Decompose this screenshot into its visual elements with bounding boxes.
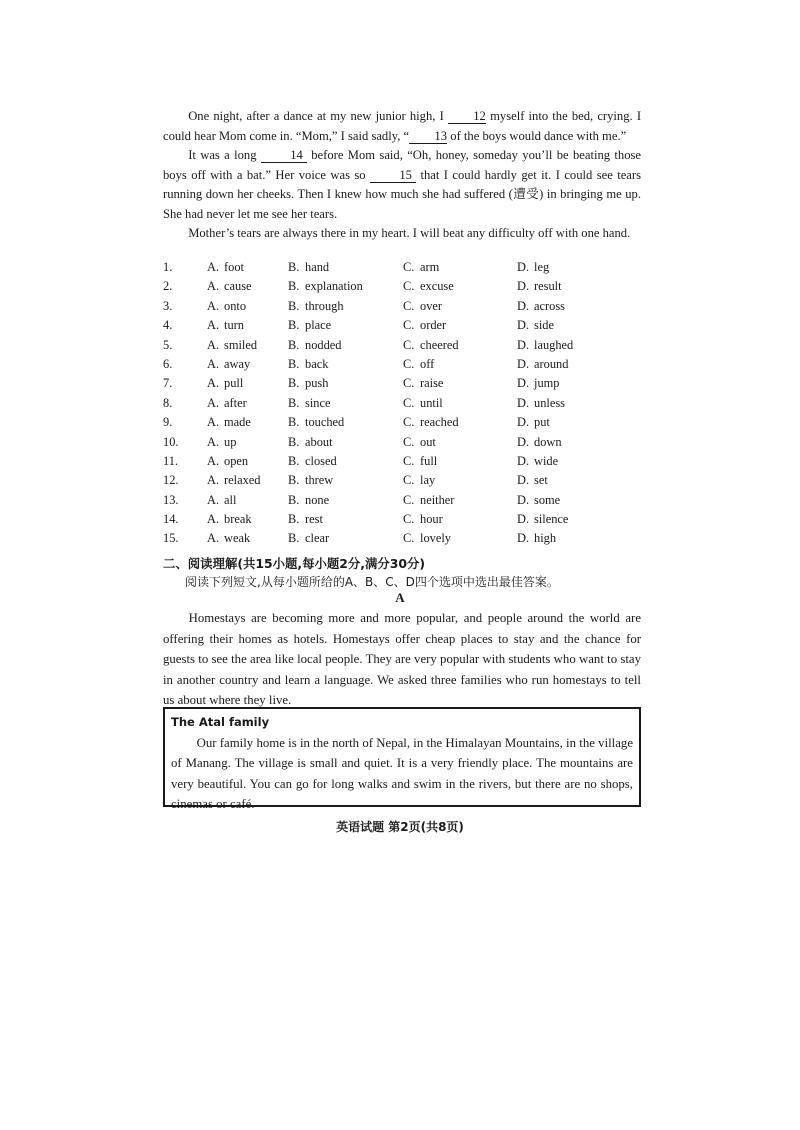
option-c [403,357,434,372]
question-number: 3. [163,298,173,313]
option-letter: C. [403,298,415,313]
option-d [517,493,560,508]
option-letter: B. [288,453,300,468]
option-text: since [305,395,331,410]
question-number: 14. [163,512,179,527]
option-text: across [534,298,565,313]
option-row [163,473,641,492]
option-a [207,531,250,546]
option-letter: D. [517,356,530,371]
option-d [517,260,549,275]
option-c [403,260,439,275]
blank-15: 15 [370,168,416,183]
option-b [288,493,329,508]
option-a [207,260,244,275]
option-row [163,512,641,531]
option-c [403,473,435,488]
option-b [288,318,331,333]
option-letter: C. [403,434,415,449]
option-b [288,473,333,488]
option-letter: D. [517,473,530,488]
option-letter: B. [288,415,300,430]
question-number: 1. [163,260,173,274]
option-text: pull [224,376,244,391]
option-letter: D. [517,453,530,468]
option-text: raise [420,376,444,391]
option-d [517,454,558,469]
option-c [403,279,454,294]
option-letter: C. [403,376,415,391]
option-letter: D. [517,318,530,333]
blank-14: 14 [261,148,307,163]
option-letter: A. [207,415,220,430]
question-number: 8. [163,395,173,410]
option-letter: B. [288,492,300,507]
option-letter: A. [207,512,220,527]
option-text: made [224,415,251,430]
section-title: 二、阅读理解(共15小题,每小题2分,满分30分) [163,556,426,571]
option-row [163,454,641,473]
option-text: reached [420,415,459,430]
section-instructions: 阅读下列短文,从每小题所给的A、B、C、D四个选项中选出最佳答案。 [185,575,559,589]
option-letter: A. [207,260,220,274]
option-text: full [420,453,438,468]
option-row [163,376,641,395]
option-letter: A. [207,356,220,371]
option-c [403,299,442,314]
reading-intro: Homestays are becoming more and more popular, and people around the world are offering their homes as hotels. Homestays offer cheap places to stay and the chance for guests to see the area like local people. They are very popular with students who want to stay in another country and learn a language. We asked three families who run homestays to tell us about where they live. [163,611,641,707]
option-letter: C. [403,492,415,507]
option-text: place [305,318,332,333]
option-a [207,338,257,353]
option-text: put [534,415,550,430]
option-text: all [224,492,237,507]
option-letter: B. [288,473,300,488]
question-number: 12. [163,473,179,488]
option-b [288,279,363,294]
option-text: weak [224,531,251,546]
option-c [403,531,451,546]
option-letter: A. [207,473,220,488]
option-letter: B. [288,279,300,294]
option-text: turn [224,318,244,333]
option-row [163,396,641,415]
option-letter: B. [288,434,300,449]
option-text: lay [420,473,436,488]
option-d [517,396,565,411]
option-text: rest [305,512,323,527]
option-a [207,512,252,527]
option-d [517,357,568,372]
option-a [207,357,250,372]
option-letter: A. [207,279,220,294]
option-row [163,299,641,318]
option-text: open [224,453,249,468]
option-letter: D. [517,298,530,313]
option-text: down [534,434,562,449]
option-letter: C. [403,531,415,546]
option-letter: B. [288,531,300,546]
option-b [288,299,344,314]
option-c [403,454,437,469]
option-a [207,299,246,314]
option-c [403,415,459,430]
option-text: foot [224,260,244,274]
option-letter: B. [288,356,300,371]
option-d [517,512,568,527]
option-letter: A. [207,318,220,333]
option-text: wide [534,453,559,468]
option-letter: D. [517,337,530,352]
blank-13: 13 [409,129,447,144]
option-letter: A. [207,376,220,391]
option-row [163,415,641,434]
option-text: high [534,531,557,546]
option-text: until [420,395,443,410]
option-text: away [224,356,251,371]
family-box [163,707,641,811]
option-b [288,396,330,411]
option-letter: D. [517,279,530,294]
option-text: cheered [420,337,459,352]
option-row [163,357,641,376]
option-letter: D. [517,376,530,391]
box-title: The Atal family [171,715,270,729]
option-a [207,473,260,488]
option-text: over [420,298,443,313]
option-row [163,260,641,279]
option-letter: D. [517,512,530,527]
option-text: touched [305,415,345,430]
option-letter: A. [207,298,220,313]
option-letter: A. [207,453,220,468]
option-d [517,415,550,430]
question-number: 15. [163,531,179,546]
option-letter: A. [207,531,220,546]
option-row [163,318,641,337]
option-a [207,279,252,294]
option-row [163,338,641,357]
option-letter: B. [288,318,300,333]
option-d [517,531,556,546]
option-letter: D. [517,395,530,410]
option-text: lovely [420,531,451,546]
option-d [517,338,573,353]
option-b [288,260,329,275]
option-row [163,279,641,298]
question-number: 10. [163,434,179,449]
option-text: set [534,473,548,488]
option-a [207,435,236,450]
option-a [207,396,247,411]
option-a [207,415,251,430]
reading-passage [163,608,641,711]
paragraph-2: It was a long 14 before Mom said, “Oh, honey, someday you’ll be beating those boys off with a bat.” Her voice was so 15 that I could hardly get it. I could see tears running down her cheeks. Then I knew how much she had suffered (遭受) in bringing me up. She had never let me see her tears. [163,148,641,221]
option-text: neither [420,492,455,507]
option-text: unless [534,395,565,410]
option-text: around [534,356,569,371]
option-text: leg [534,260,550,274]
option-c [403,396,443,411]
option-letter: C. [403,512,415,527]
option-letter: B. [288,337,300,352]
option-b [288,376,328,391]
question-number: 13. [163,492,179,507]
option-d [517,376,559,391]
option-c [403,512,443,527]
option-a [207,376,243,391]
option-letter: C. [403,473,415,488]
part-label: A [395,590,405,605]
option-d [517,279,562,294]
option-letter: C. [403,415,415,430]
option-letter: A. [207,434,220,449]
options-list [163,260,641,551]
option-text: arm [420,260,440,274]
option-b [288,415,344,430]
option-letter: C. [403,356,415,371]
option-letter: D. [517,492,530,507]
option-letter: B. [288,298,300,313]
question-number: 9. [163,415,173,430]
option-text: none [305,492,330,507]
option-text: closed [305,453,337,468]
option-c [403,435,436,450]
option-text: relaxed [224,473,261,488]
option-text: break [224,512,252,527]
option-a [207,318,244,333]
option-text: some [534,492,561,507]
option-b [288,512,323,527]
option-d [517,299,565,314]
option-text: up [224,434,237,449]
option-d [517,473,548,488]
option-letter: D. [517,260,530,274]
option-letter: D. [517,531,530,546]
question-number: 11. [163,453,179,468]
option-row [163,531,641,550]
option-text: smiled [224,337,258,352]
option-b [288,531,329,546]
option-text: threw [305,473,334,488]
option-letter: C. [403,279,415,294]
question-number: 2. [163,279,173,294]
option-c [403,376,443,391]
option-letter: B. [288,512,300,527]
option-text: onto [224,298,247,313]
option-c [403,493,454,508]
option-letter: B. [288,376,300,391]
option-text: side [534,318,554,333]
option-text: off [420,356,435,371]
option-letter: C. [403,337,415,352]
option-letter: B. [288,260,300,274]
option-letter: D. [517,434,530,449]
paragraph-1: One night, after a dance at my new junior high, I 12 myself into the bed, crying. I could hear Mom come in. “Mom,” I said sadly, “ 13 of the boys would dance with me.” [163,109,642,143]
option-c [403,318,446,333]
option-text: about [305,434,333,449]
option-row [163,435,641,454]
option-text: result [534,279,562,294]
box-text: Our family home is in the north of Nepal, in the Himalayan Mountains, in the village of Manang. The village is small and quiet. It is a very friendly place. The mountains are very beautiful. You can go for long walks and swim in the rivers, but there are no shops, cinemas or café. [171,735,633,811]
question-number: 4. [163,318,173,333]
option-letter: B. [288,395,300,410]
option-d [517,435,562,450]
option-text: silence [534,512,569,527]
option-text: after [224,395,247,410]
option-text: laughed [534,337,574,352]
option-text: explanation [305,279,363,294]
option-letter: D. [517,415,530,430]
option-letter: A. [207,337,220,352]
option-text: hour [420,512,443,527]
option-letter: C. [403,260,415,274]
option-c [403,338,459,353]
option-letter: C. [403,318,415,333]
option-b [288,338,341,353]
paragraph-3: Mother’s tears are always there in my heart. I will beat any difficulty off with one hand. [188,226,631,240]
question-number: 5. [163,337,173,352]
option-a [207,454,248,469]
option-text: through [305,298,344,313]
option-text: out [420,434,436,449]
option-text: hand [305,260,330,274]
question-number: 7. [163,376,173,391]
blank-12: 12 [448,109,486,124]
option-text: order [420,318,447,333]
option-letter: A. [207,395,220,410]
option-letter: C. [403,453,415,468]
option-b [288,435,333,450]
option-letter: A. [207,492,220,507]
option-text: nodded [305,337,342,352]
option-b [288,454,337,469]
option-a [207,493,236,508]
option-text: jump [534,376,560,391]
question-number: 6. [163,356,173,371]
option-text: push [305,376,329,391]
cloze-passage [163,107,641,244]
page-footer: 英语试题 第2页(共8页) [336,820,464,834]
option-d [517,318,554,333]
option-text: excuse [420,279,454,294]
option-row [163,493,641,512]
option-b [288,357,328,372]
option-text: cause [224,279,252,294]
option-letter: C. [403,395,415,410]
option-text: clear [305,531,330,546]
option-text: back [305,356,329,371]
